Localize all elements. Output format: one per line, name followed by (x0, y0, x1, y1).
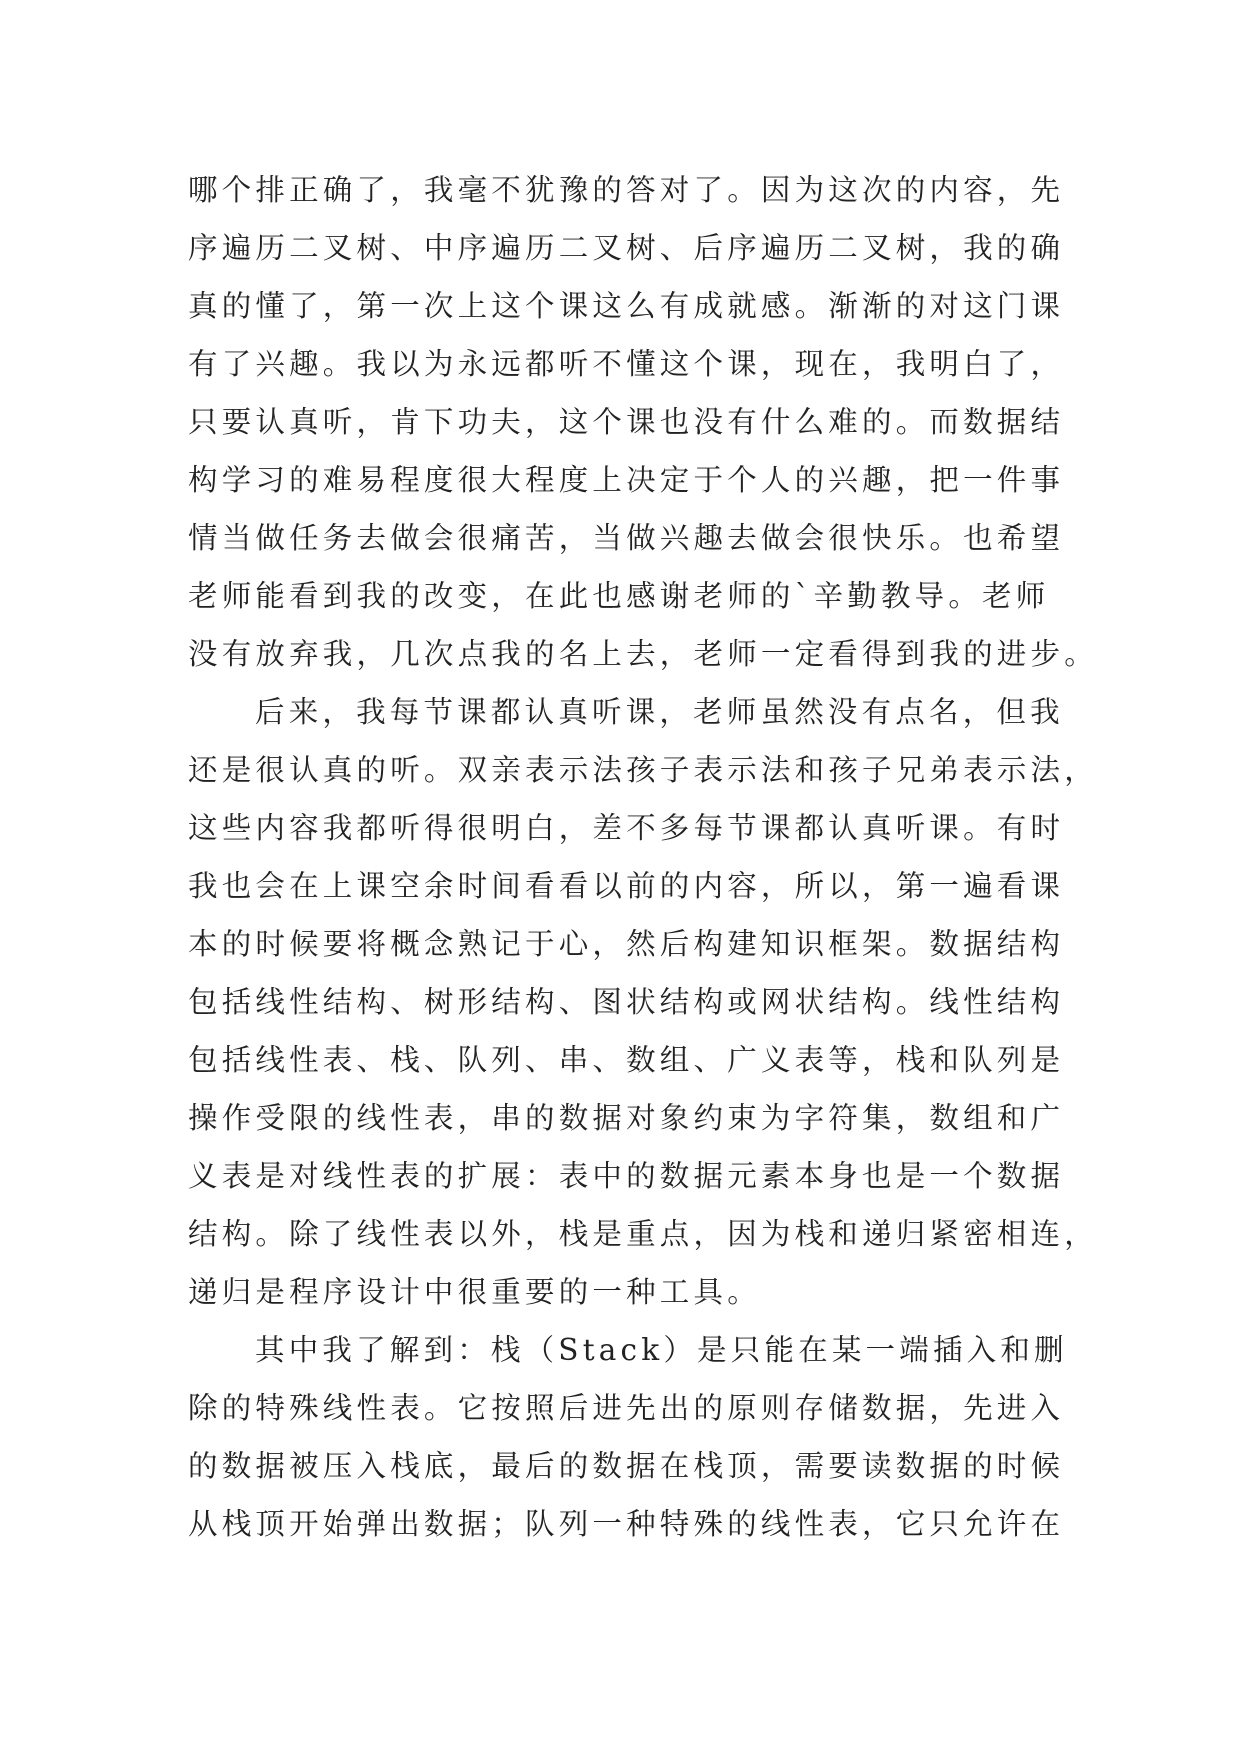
text-line: 义表是对线性表的扩展：表中的数据元素本身也是一个数据 (188, 1159, 1065, 1193)
text-line: 结构。除了线性表以外，栈是重点，因为栈和递归紧密相连， (188, 1217, 1098, 1251)
text-line: 哪个排正确了，我毫不犹豫的答对了。因为这次的内容，先 (188, 173, 1065, 207)
text-line: 只要认真听，肯下功夫，这个课也没有什么难的。而数据结 (188, 405, 1065, 439)
text-line: 包括线性结构、树形结构、图状结构或网状结构。线性结构 (188, 985, 1065, 1019)
text-line: 我也会在上课空余时间看看以前的内容，所以，第一遍看课 (188, 869, 1065, 903)
text-line: 操作受限的线性表，串的数据对象约束为字符集，数组和广 (188, 1101, 1065, 1135)
text-line: 有了兴趣。我以为永远都听不懂这个课，现在，我明白了， (188, 347, 1065, 381)
text-line-indented: 后来，我每节课都认真听课，老师虽然没有点名，但我 (255, 695, 1064, 729)
text-line: 包括线性表、栈、队列、串、数组、广义表等，栈和队列是 (188, 1043, 1065, 1077)
text-line: 没有放弃我，几次点我的名上去，老师一定看得到我的进步。 (188, 637, 1098, 671)
text-line: 情当做任务去做会很痛苦，当做兴趣去做会很快乐。也希望 (188, 521, 1065, 555)
text-line: 从栈顶开始弹出数据；队列一种特殊的线性表，它只允许在 (188, 1507, 1065, 1541)
text-line: 真的懂了，第一次上这个课这么有成就感。渐渐的对这门课 (188, 289, 1065, 323)
paragraph-3 (188, 1321, 1068, 1553)
paragraph-1 (188, 161, 1098, 683)
text-line: 还是很认真的听。双亲表示法孩子表示法和孩子兄弟表示法， (188, 753, 1098, 787)
text-line: 的数据被压入栈底，最后的数据在栈顶，需要读数据的时候 (188, 1449, 1065, 1483)
text-line: 这些内容我都听得很明白，差不多每节课都认真听课。有时 (188, 811, 1065, 845)
text-line: 老师能看到我的改变，在此也感谢老师的`辛勤教导。老师 (188, 579, 1050, 613)
text-line-indented: 其中我了解到：栈（Stack）是只能在某一端插入和删 (255, 1333, 1068, 1367)
text-line: 递归是程序设计中很重要的一种工具。 (188, 1275, 761, 1309)
text-line: 本的时候要将概念熟记于心，然后构建知识框架。数据结构 (188, 927, 1065, 961)
text-line: 序遍历二叉树、中序遍历二叉树、后序遍历二叉树，我的确 (188, 231, 1065, 265)
text-line: 除的特殊线性表。它按照后进先出的原则存储数据，先进入 (188, 1391, 1065, 1425)
paragraph-2 (188, 683, 1098, 1321)
text-line: 构学习的难易程度很大程度上决定于个人的兴趣，把一件事 (188, 463, 1065, 497)
document-body (188, 161, 1098, 1553)
